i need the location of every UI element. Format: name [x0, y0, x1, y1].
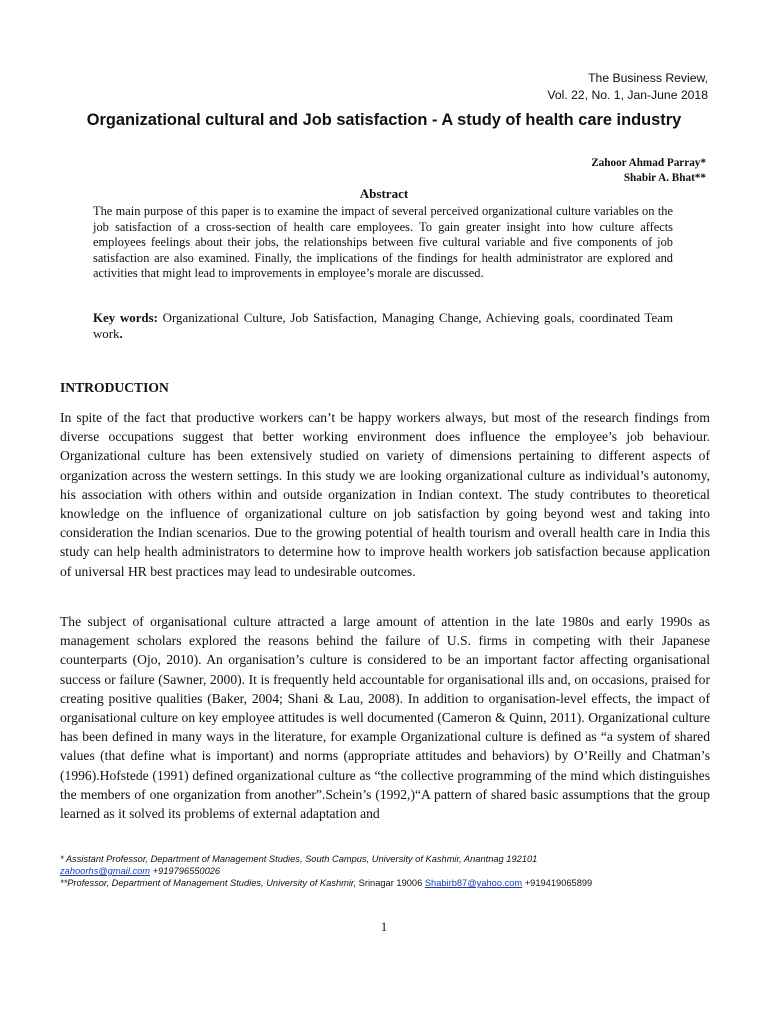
author-1-phone: +919796550026	[150, 866, 221, 876]
journal-volume: Vol. 22, No. 1, Jan-June 2018	[547, 88, 708, 102]
journal-name: The Business Review,	[588, 71, 708, 85]
author-2-phone: +919419065899	[522, 878, 593, 888]
keywords	[93, 310, 673, 342]
author-list	[591, 156, 706, 186]
keywords-label: Key words:	[93, 311, 158, 325]
journal-header	[547, 70, 708, 104]
footnote-author-2	[60, 877, 720, 889]
body-paragraph-1: In spite of the fact that productive workers can’t be happy workers always, but most of the research findings from diverse occupations suggest that better working environment does influence the employee’s job behaviour. Organizational culture has been extensively studied on variety of dimensions pertaining to different aspects of organization across the western settings. In this study we are looking organizational culture as individual’s autonomy, his association with others within and outside organization in Indian context. The study contributes to theoretical knowledge on the influence of organizational culture on job satisfaction by going beyond west and taking into consideration the Indian scenarios. Due to the growing potential of health tourism and overall health care in India this study can help health administrators to determine how to improve health workers job satisfaction because application of universal HR best practices may lead to undesirable outcomes.	[60, 410, 710, 579]
footnotes	[60, 853, 720, 889]
author-2-affiliation: **Professor, Department of Management Studies, University of Kashmir,	[60, 878, 357, 888]
keywords-end: .	[119, 327, 123, 341]
abstract-body: The main purpose of this paper is to examine the impact of several perceived organizational culture variables on the job satisfaction of a cross-section of health care employees. To gain greater insight into how culture affects employees feelings about their jobs, the relationships between five cultural variable and five components of job satisfaction are also examined. Finally, the implications of the findings for health administrator are explored and activities that might lead to improvements in employee’s morale are discussed.	[93, 204, 673, 280]
keywords-text: Organizational Culture, Job Satisfaction, Managing Change, Achieving goals, coordinated Team work	[93, 311, 673, 341]
introduction-heading: INTRODUCTION	[60, 380, 169, 395]
paper-title: Organizational cultural and Job satisfaction - A study of health care industry	[86, 111, 682, 129]
footnote-author-1: * Assistant Professor, Department of Management Studies, South Campus, University of Kashmir, Anantnag 192101	[60, 854, 538, 864]
author-2-city: Srinagar 19006	[356, 878, 425, 888]
body-paragraph-2: The subject of organisational culture attracted a large amount of attention in the late 1980s and early 1990s as management scholars explored the reasons behind the failure of U.S. firms in competing with their Japanese counterparts (Ojo, 2010). An organisation’s culture is considered to be an important factor affecting organisational success or failure (Sawner, 2000). It is frequently held accountable for organisational ills and, on occasions, praised for creating positive qualities (Baker, 2004; Shani & Lau, 2008). In addition to organisation-level effects, the impact of organisational culture on key employee attitudes is well documented (Cameron & Quinn, 2011). Organizational culture has been defined in many ways in the literature, for example Organizational culture is defined as “a system of shared values (that define what is important) and norms (appropriate attitudes and behaviors) by O’Reilly and Chatman’s (1996).Hofstede (1991) defined organizational culture as “the collective programming of the mind which distinguishes the members of one organization from another”.Schein’s (1992,)“A pattern of shared basic assumptions that the group learned as it solved its problems of external adaptation and	[60, 614, 710, 822]
author-2: Shabir A. Bhat**	[623, 172, 706, 184]
author-2-email-link[interactable]: Shabirb87@yahoo.com	[424, 878, 523, 888]
page-number: 1	[380, 920, 388, 934]
author-1-email-link[interactable]: zahoorhs@gmail.com	[60, 866, 151, 876]
abstract-heading: Abstract	[359, 186, 409, 201]
footnote-author-1-contact	[60, 865, 720, 877]
author-1: Zahoor Ahmad Parray*	[591, 157, 706, 169]
